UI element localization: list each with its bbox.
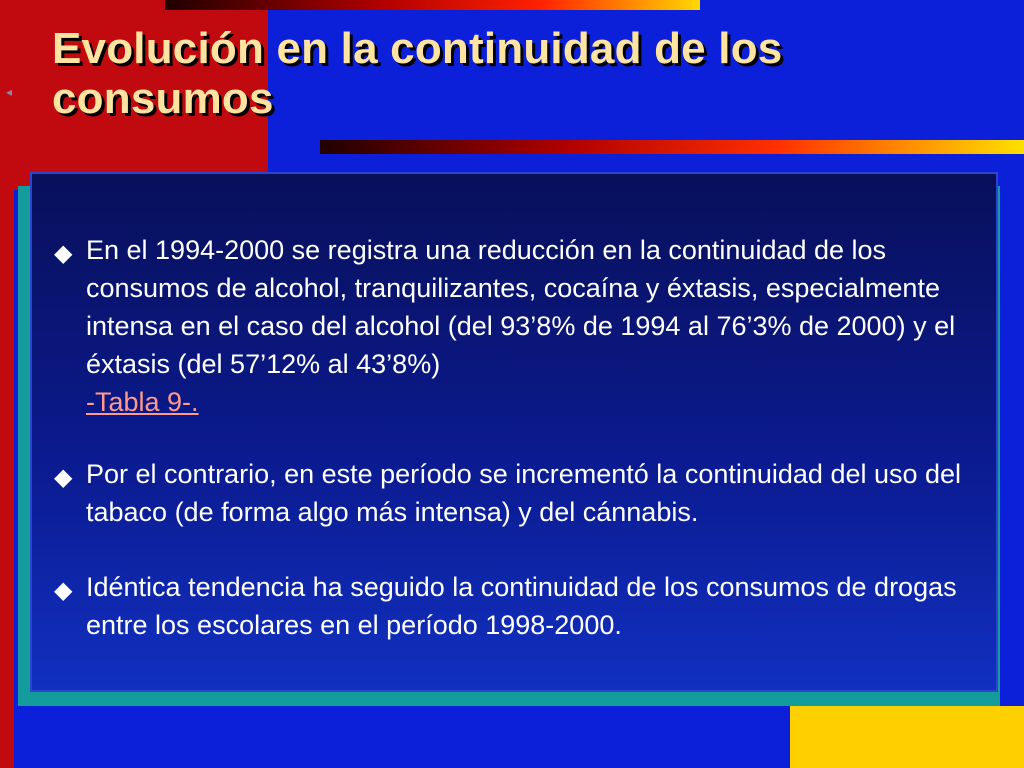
bullet-item-2 (54, 455, 974, 531)
title-underline-gradient-bar (320, 140, 1024, 154)
bullet-text-1-body: En el 1994-2000 se registra una reducción en la continuidad de los consumos de alcohol, tranquilizantes, cocaína y éxtasis, especialmente intensa en el caso del alcohol (del 93’8% de 1994 al 76’3% de 2000) y el éxtasis (del 57’12% al 43’8%) (86, 235, 956, 379)
yellow-corner-block (790, 706, 1024, 768)
top-gradient-bar (165, 0, 700, 10)
red-left-strip (0, 190, 14, 768)
previous-slide-icon[interactable]: ◂ (6, 85, 13, 99)
diamond-bullet-icon: ◆ (54, 240, 73, 267)
diamond-bullet-icon: ◆ (54, 577, 73, 604)
slide-title: Evolución en la continuidad de los consumos (52, 24, 783, 123)
bullet-item-3 (54, 568, 974, 644)
bullet-text-3: Idéntica tendencia ha seguido la continuidad de los consumos de drogas entre los escolares en el período 1998-2000. (86, 572, 957, 640)
tabla-9-link[interactable]: -Tabla 9-. (86, 387, 199, 417)
bullet-item-1 (54, 231, 974, 421)
diamond-bullet-icon: ◆ (54, 464, 73, 491)
bullet-text-1 (86, 231, 974, 421)
bullet-text-2: Por el contrario, en este período se incrementó la continuidad del uso del tabaco (de forma algo más intensa) y del cánnabis. (86, 459, 962, 527)
